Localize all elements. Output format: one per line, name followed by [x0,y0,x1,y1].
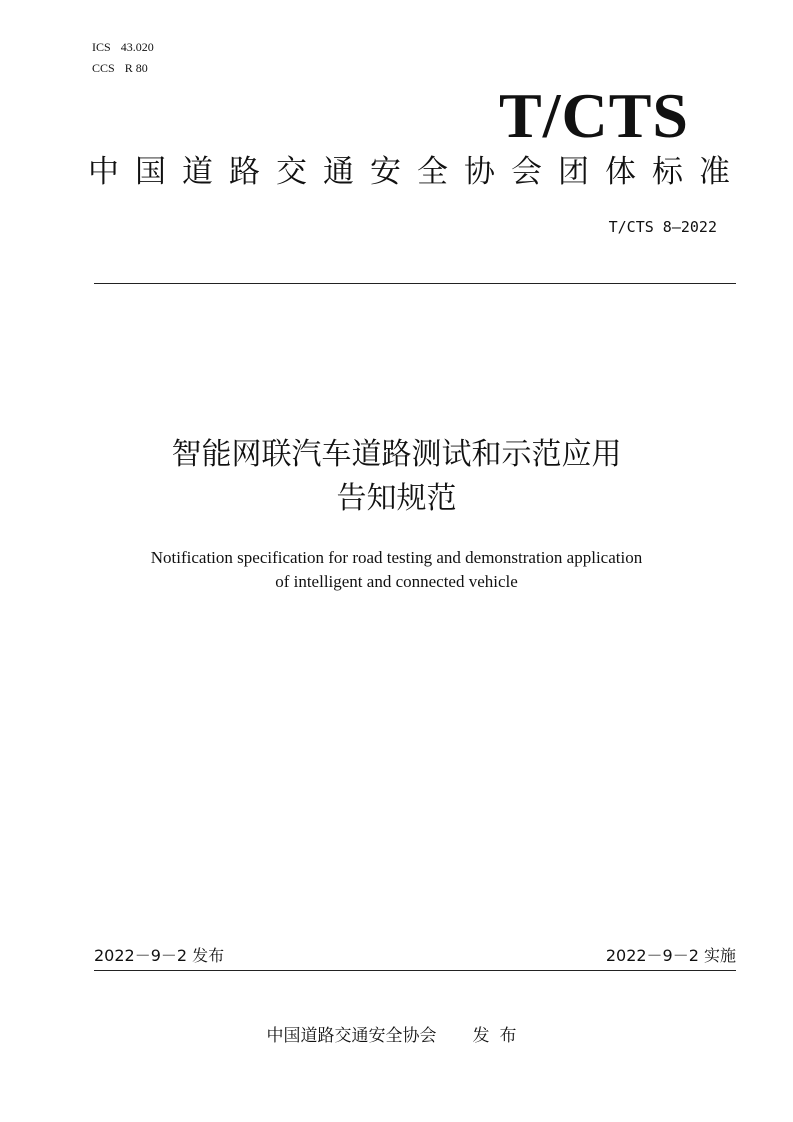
publisher-line [0,1025,793,1047]
heading-char: 路 [229,154,260,190]
publish-word: 发布 [472,1026,527,1046]
heading-char: 全 [417,154,448,190]
english-title-line-2: of intelligent and connected vehicle [275,572,518,591]
ics-label: ICS [92,40,111,54]
heading-char: 道 [182,154,213,190]
heading-char: 准 [699,154,730,190]
heading-char: 交 [276,154,307,190]
english-title [0,546,793,594]
top-divider [94,283,736,284]
issue-date: 2022－9－2 发布 [94,946,225,965]
implementation-date: 2022－9－2 实施 [605,946,736,965]
heading-char: 通 [323,154,354,190]
ics-classification [92,40,154,54]
english-title-line-1: Notification specification for road testing and demonstration application [150,548,643,567]
chinese-title-line-2: 告知规范 [336,481,457,516]
standard-brand-logo: T/CTS [499,80,689,151]
heading-char: 协 [464,154,495,190]
heading-char: 安 [370,154,401,190]
ccs-code: R 80 [124,61,148,75]
publisher-name: 中国道路交通安全协会 [266,1026,437,1046]
bottom-divider [94,970,736,971]
heading-char: 标 [652,154,683,190]
standard-number: T/CTS 8—2022 [608,218,717,236]
chinese-title-line-1: 智能网联汽车道路测试和示范应用 [171,437,622,472]
heading-char: 团 [558,154,589,190]
heading-char: 会 [511,154,542,190]
heading-char: 中 [88,154,119,190]
organization-standard-heading [88,152,730,192]
ccs-classification [92,61,148,75]
ics-code: 43.020 [120,40,154,54]
heading-char: 体 [605,154,636,190]
ccs-label: CCS [92,61,115,75]
heading-char: 国 [135,154,166,190]
chinese-title [0,433,793,521]
